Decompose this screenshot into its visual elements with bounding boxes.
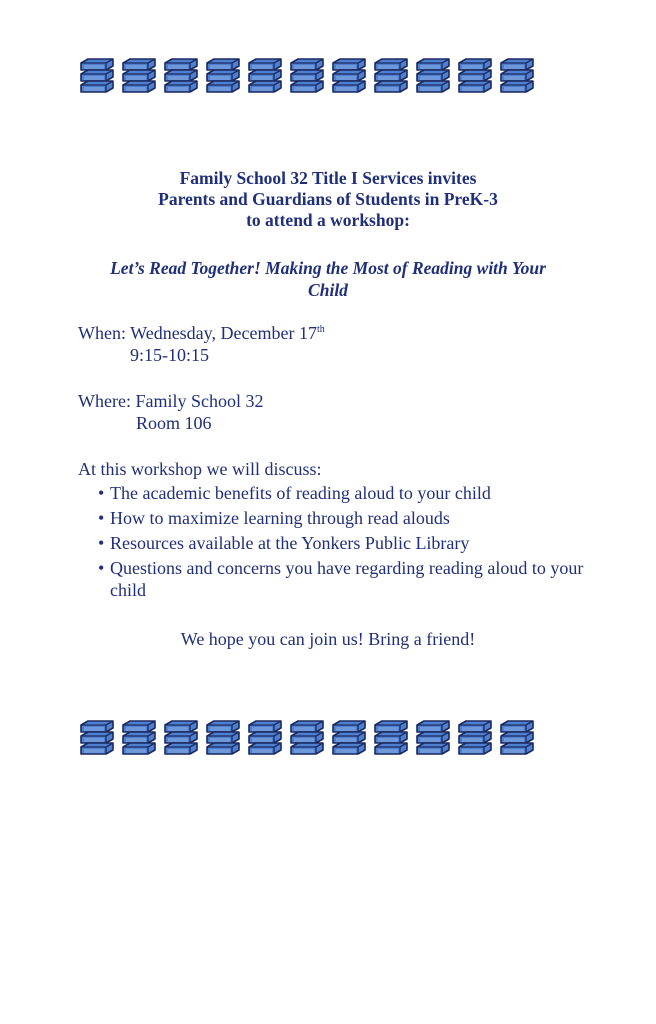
topic-text: How to maximize learning through read alouds	[110, 508, 450, 528]
closing-message: We hope you can join us! Bring a friend!	[180, 629, 476, 649]
topic-text: Resources available at the Yonkers Public Library	[110, 533, 470, 553]
bullet: •	[98, 483, 105, 503]
bullet: •	[98, 558, 105, 578]
where-location: Where: Family School 32	[78, 391, 264, 411]
book-stack-icon	[204, 718, 242, 758]
book-stack-icon	[414, 56, 452, 96]
discussion-section	[78, 458, 598, 604]
invitation-header	[0, 168, 656, 231]
topic-text: The academic benefits of reading aloud to your child	[110, 483, 491, 503]
bullet: •	[98, 533, 105, 553]
workshop-title-line-1: Let’s Read Together! Making the Most of Reading with Your	[110, 258, 546, 278]
book-stack-icon	[162, 718, 200, 758]
book-stack-icon	[204, 56, 242, 96]
book-stack-icon	[330, 56, 368, 96]
where-section	[78, 390, 263, 434]
workshop-title-line-2: Child	[308, 280, 348, 300]
when-section	[78, 322, 325, 366]
book-stack-icon	[120, 718, 158, 758]
book-stack-icon	[498, 718, 536, 758]
topic-item	[98, 507, 598, 529]
when-date	[78, 322, 325, 344]
discussion-intro: At this workshop we will discuss:	[78, 459, 322, 479]
topic-item	[98, 532, 598, 554]
bottom-book-border	[78, 718, 538, 758]
book-stack-icon	[78, 56, 116, 96]
topic-item	[98, 557, 598, 601]
topic-text: Questions and concerns you have regarding reading aloud to your child	[110, 558, 584, 600]
book-stack-icon	[414, 718, 452, 758]
book-stack-icon	[246, 718, 284, 758]
when-time: 9:15-10:15	[130, 345, 209, 365]
discussion-topics	[78, 482, 598, 601]
book-stack-icon	[78, 718, 116, 758]
book-stack-icon	[162, 56, 200, 96]
book-stack-icon	[456, 56, 494, 96]
top-book-border	[78, 56, 538, 96]
bullet: •	[98, 508, 105, 528]
when-label: When: Wednesday, December 17	[78, 323, 317, 343]
book-stack-icon	[288, 718, 326, 758]
book-stack-icon	[498, 56, 536, 96]
header-line-1: Family School 32 Title I Services invites	[179, 168, 477, 188]
topic-item	[98, 482, 598, 504]
date-suffix: th	[316, 324, 325, 335]
book-stack-icon	[372, 718, 410, 758]
header-line-2: Parents and Guardians of Students in PreK-3	[158, 189, 498, 209]
where-room: Room 106	[136, 413, 212, 433]
book-stack-icon	[120, 56, 158, 96]
book-stack-icon	[288, 56, 326, 96]
book-stack-icon	[246, 56, 284, 96]
book-stack-icon	[330, 718, 368, 758]
header-line-3: to attend a workshop:	[246, 210, 410, 230]
workshop-title	[60, 257, 596, 301]
book-stack-icon	[456, 718, 494, 758]
book-stack-icon	[372, 56, 410, 96]
